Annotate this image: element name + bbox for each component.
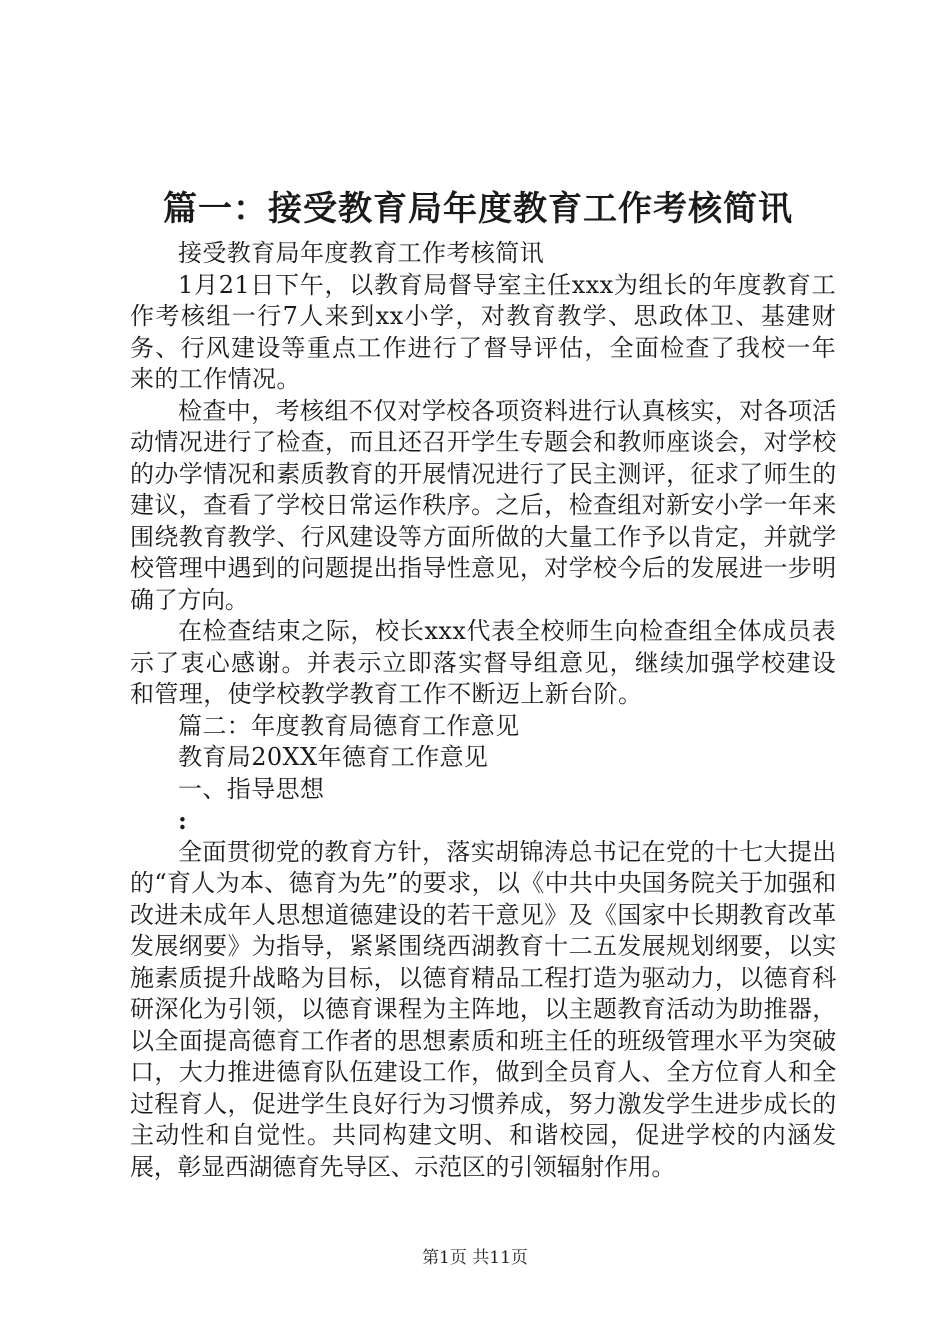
paragraph-subtitle: 接受教育局年度教育工作考核简讯: [178, 239, 544, 267]
section-heading-opinion: 教育局20XX年德育工作意见: [178, 743, 489, 771]
colon-mark: :: [178, 806, 187, 835]
paragraph-intro: 1月21日下午，以教育局督导室主任xxx为组长的年度教育工作考核组一行7人来到xx小学，对教育教学、思政体卫、基建财务、行风建设等重点工作进行了督导评估，全面检查了我校一年来的工作情况。: [130, 270, 836, 393]
paragraph-guiding-thought: 全面贯彻党的教育方针，落实胡锦涛总书记在党的十七大提出的“育人为本、德育为先”的要求，以《中共中央国务院关于加强和改进未成年人思想道德建设的若干意见》及《国家中长期教育改革发展纲要》为指导，紧紧围绕西湖教育十二五发展规划纲要，以实施素质提升战略为目标，以德育精品工程打造为驱动力，以德育科研深化为引领，以德育课程为主阵地，以主题教育活动为助推器，以全面提高德育工作者的思想素质和班主任的班级管理水平为突破口，大力推进德育队伍建设工作，做到全员育人、全方位育人和全过程育人，促进学生良好行为习惯养成，努力激发学生进步成长的主动性和自觉性。共同构建文明、和谐校园，促进学校的内涵发展，彰显西湖德育先导区、示范区的引领辐射作用。: [130, 837, 836, 1181]
section-heading-part-two: 篇二：年度教育局德育工作意见: [178, 711, 520, 740]
document-page: [130, 180, 836, 1183]
section-heading-guiding-thought: 一、指导思想: [178, 774, 325, 803]
paragraph-inspection: 检查中，考核组不仅对学校各项资料进行认真核实，对各项活动情况进行了检查，而且还召开学生专题会和教师座谈会，对学校的办学情况和素质教育的开展情况进行了民主测评，征求了师生的建议，查看了学校日常运作秩序。之后，检查组对新安小学一年来围绕教育教学、行风建设等方面所做的大量工作予以肯定，并就学校管理中遇到的问题提出指导性意见，对学校今后的发展进一步明确了方向。: [130, 396, 836, 614]
page-number-footer: 第1页 共11页: [422, 1248, 528, 1268]
paragraph-conclusion: 在检查结束之际，校长xxx代表全校师生向检查组全体成员表示了衷心感谢。并表示立即落实督导组意见，继续加强学校建设和管理，使学校教学教育工作不断迈上新台阶。: [130, 617, 836, 708]
document-title: 篇一：接受教育局年度教育工作考核简讯: [163, 189, 793, 229]
